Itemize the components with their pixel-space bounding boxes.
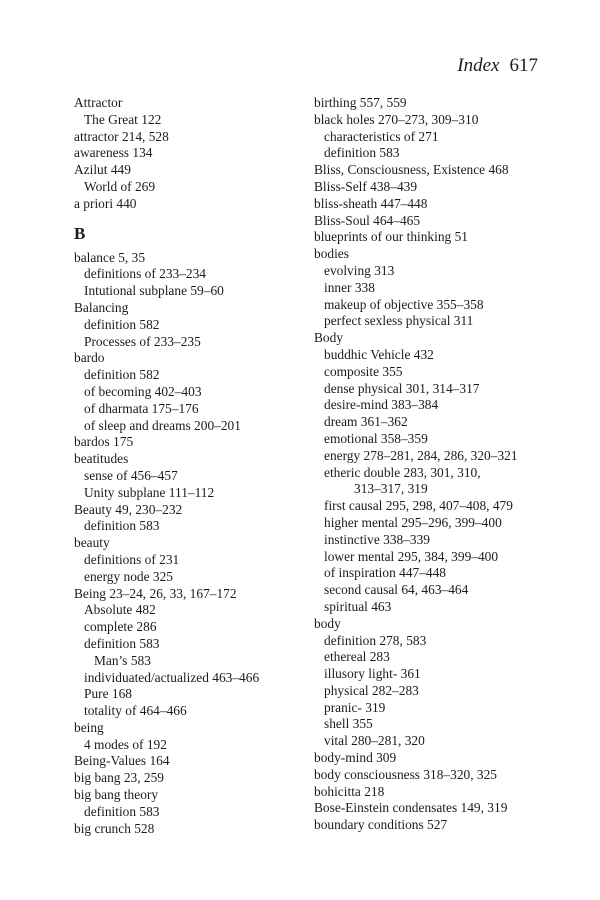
index-subentry: illusory light- 361 (324, 666, 421, 682)
index-subentry: of dharmata 175–176 (84, 400, 199, 416)
index-subentry: second causal 64, 463–464 (324, 582, 469, 598)
index-subentry: definition 278, 583 (324, 632, 427, 648)
index-subentry: emotional 358–359 (324, 430, 428, 446)
index-entry: boundary conditions 527 (314, 817, 448, 833)
index-entry: big bang 23, 259 (74, 770, 165, 786)
index-subentry: 4 modes of 192 (84, 736, 167, 752)
running-head (457, 55, 538, 77)
index-column-left (74, 95, 314, 837)
index-entry: Beauty 49, 230–232 (74, 501, 183, 517)
index-entry: a priori 440 (74, 195, 137, 211)
index-entry: big crunch 528 (74, 820, 155, 836)
index-subentry: totality of 464–466 (84, 703, 187, 719)
index-entry: bohicitta 218 (314, 783, 385, 799)
index-entry: Being 23–24, 26, 33, 167–172 (74, 585, 237, 601)
index-subentry: Man’s 583 (94, 652, 151, 668)
index-subentry: complete 286 (84, 619, 157, 635)
index-subentry: dream 361–362 (324, 414, 408, 430)
index-entry: Being-Values 164 (74, 753, 170, 769)
index-entry: black holes 270–273, 309–310 (314, 111, 479, 127)
index-subentry: Pure 168 (84, 686, 132, 702)
index-subentry: pranic- 319 (324, 699, 386, 715)
index-subentry: composite 355 (324, 363, 403, 379)
index-entry: body consciousness 318–320, 325 (314, 766, 497, 782)
index-subentry: vital 280–281, 320 (324, 733, 425, 749)
index-subentry: perfect sexless physical 311 (324, 313, 474, 329)
index-entry: Bliss-Soul 464–465 (314, 212, 421, 228)
index-subentry: energy 278–281, 284, 286, 320–321 (324, 447, 518, 463)
index-subentry: physical 282–283 (324, 682, 419, 698)
index-subentry: definition 583 (84, 635, 160, 651)
index-subentry: definitions of 233–234 (84, 266, 206, 282)
index-subentry: World of 269 (84, 178, 156, 194)
index-entry: Bose-Einstein condensates 149, 319 (314, 800, 508, 816)
index-entry: being (74, 719, 104, 735)
index-entry: Body (314, 330, 344, 346)
index-entry: blueprints of our thinking 51 (314, 229, 468, 245)
index-entry: bliss-sheath 447–448 (314, 195, 428, 211)
index-subentry: instinctive 338–339 (324, 531, 431, 547)
index-subentry: makeup of objective 355–358 (324, 296, 484, 312)
index-subentry: characteristics of 271 (324, 128, 439, 144)
index-subentry: definition 583 (84, 803, 160, 819)
index-subentry: etheric double 283, 301, 310, (324, 464, 481, 480)
index-subentry: Absolute 482 (84, 602, 156, 618)
index-entry: bardos 175 (74, 434, 134, 450)
index-subentry: definition 582 (84, 367, 160, 383)
index-subentry: buddhic Vehicle 432 (324, 346, 434, 362)
index-entry: body (314, 615, 341, 631)
index-entry: Bliss, Consciousness, Existence 468 (314, 162, 509, 178)
index-subentry: definition 583 (84, 518, 160, 534)
index-entry: Azilut 449 (74, 162, 131, 178)
index-subentry: of becoming 402–403 (84, 383, 202, 399)
index-subentry: higher mental 295–296, 399–400 (324, 514, 502, 530)
index-subentry: 313–317, 319 (354, 481, 428, 497)
index-subentry: definitions of 231 (84, 551, 180, 567)
index-subentry: energy node 325 (84, 568, 174, 584)
index-entry: beatitudes (74, 451, 129, 467)
index-subentry: shell 355 (324, 716, 373, 732)
index-entry: attractor 214, 528 (74, 128, 169, 144)
index-subentry: definition 582 (84, 316, 160, 332)
index-entry: beauty (74, 535, 110, 551)
running-head-title: Index (457, 55, 500, 76)
index-entry: awareness 134 (74, 145, 153, 161)
index-subentry: individuated/actualized 463–466 (84, 669, 260, 685)
index-entry: bardo (74, 350, 105, 366)
index-entry: balance 5, 35 (74, 249, 146, 265)
index-subentry: evolving 313 (324, 262, 395, 278)
index-subentry: Unity subplane 111–112 (84, 484, 215, 500)
index-subentry: of inspiration 447–448 (324, 565, 446, 581)
index-subentry: The Great 122 (84, 111, 162, 127)
index-subentry: first causal 295, 298, 407–408, 479 (324, 498, 513, 514)
index-letter-heading: B (74, 223, 86, 243)
index-entry: Attractor (74, 95, 123, 110)
index-subentry: Processes of 233–235 (84, 333, 201, 349)
index-subentry: sense of 456–457 (84, 467, 178, 483)
index-subentry: definition 583 (324, 145, 400, 161)
index-entry: Bliss-Self 438–439 (314, 178, 418, 194)
index-subentry: spiritual 463 (324, 598, 392, 614)
index-subentry: desire-mind 383–384 (324, 397, 439, 413)
index-entry: bodies (314, 246, 349, 262)
index-subentry: Intutional subplane 59–60 (84, 283, 224, 299)
index-entry: body-mind 309 (314, 750, 397, 766)
index-subentry: of sleep and dreams 200–201 (84, 417, 241, 433)
index-entry: birthing 557, 559 (314, 95, 407, 110)
index-subentry: inner 338 (324, 279, 375, 295)
index-subentry: lower mental 295, 384, 399–400 (324, 548, 499, 564)
index-entry: big bang theory (74, 787, 159, 803)
index-subentry: ethereal 283 (324, 649, 390, 665)
index-entry: Balancing (74, 299, 129, 315)
index-subentry: dense physical 301, 314–317 (324, 380, 480, 396)
page-number: 617 (509, 55, 538, 76)
index-column-right (314, 95, 574, 834)
